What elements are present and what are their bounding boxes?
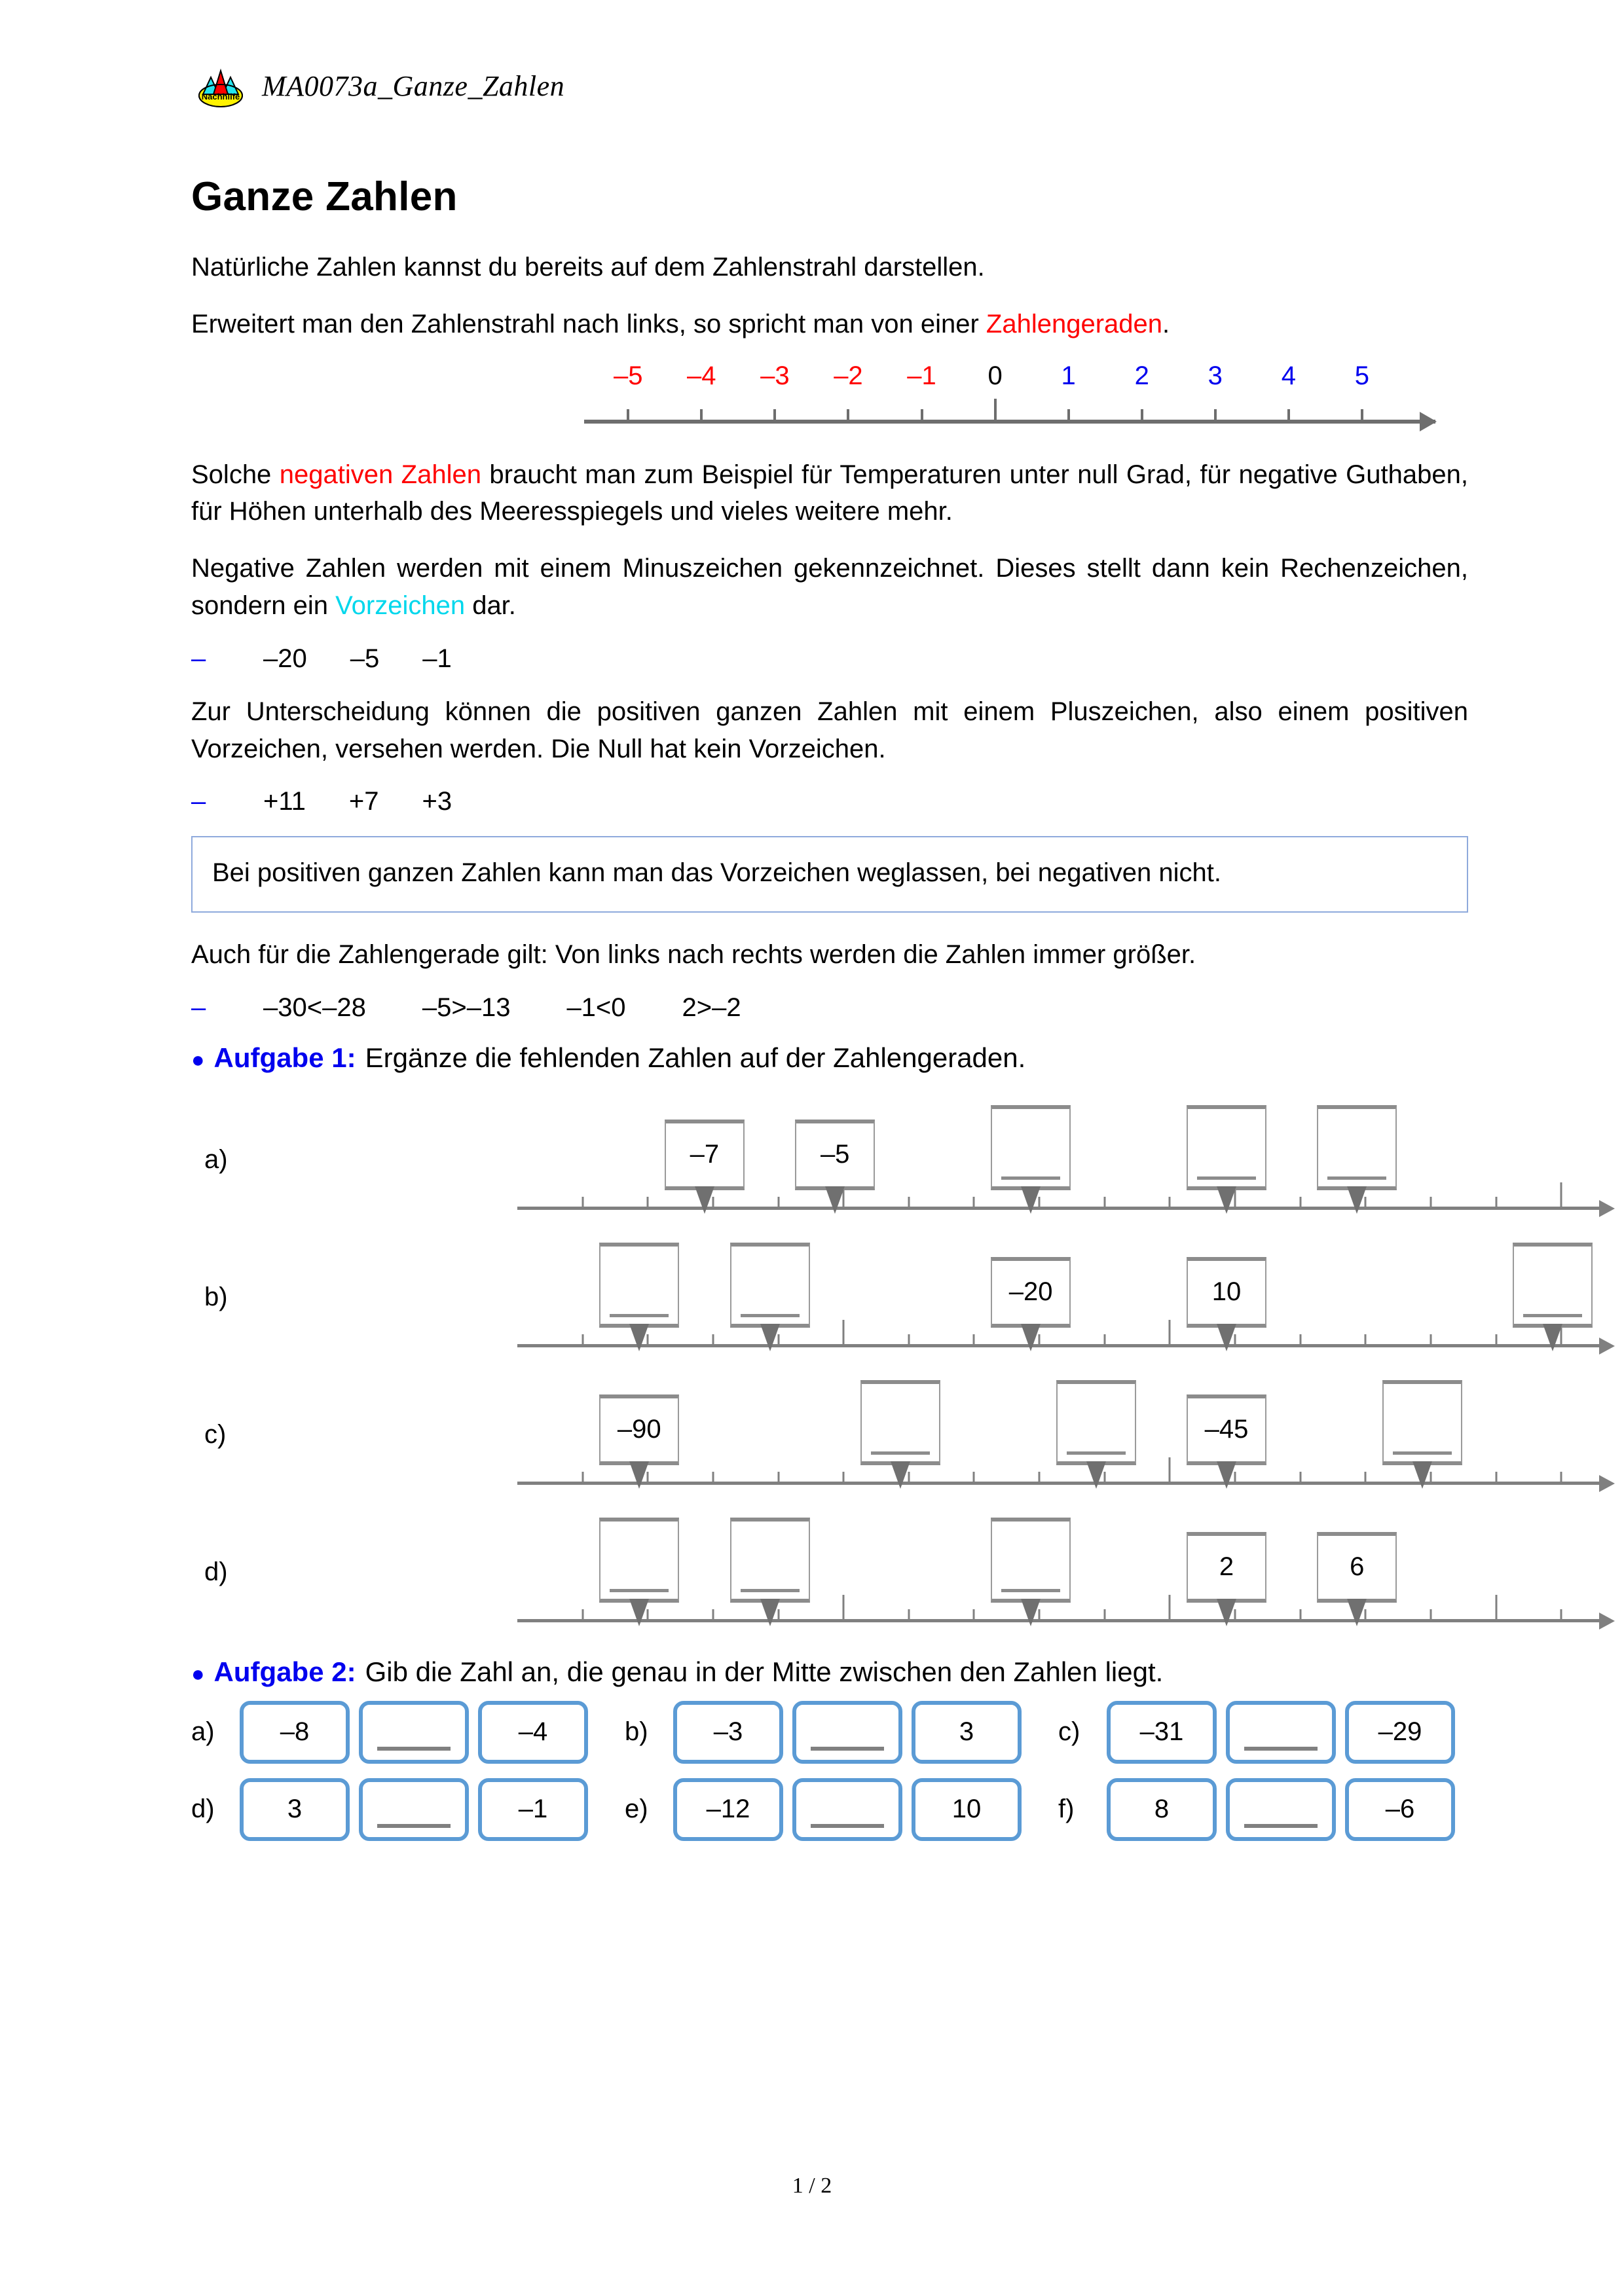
- task2-cell-value: –6: [1385, 1795, 1415, 1824]
- task1-tick-5: [843, 1595, 845, 1622]
- number-line-axis: [584, 420, 1435, 424]
- task1-tick-3: [712, 1472, 714, 1485]
- task1-tick-9: [1103, 1609, 1105, 1622]
- task2-right-value: [478, 1701, 588, 1764]
- task2-answer-input[interactable]: [792, 1701, 902, 1764]
- plus-text: Zur Unterscheidung können die positiven ganzen Zahlen mit einem Pluszeichen, also einem positiven Vorzeichen, versehen werden. Die Null hat kein Vorzeichen.: [191, 697, 1468, 763]
- bullet-dash-icon: –: [191, 644, 206, 673]
- task1-pointer-icon: [1021, 1599, 1041, 1626]
- number-line-tick-1: [700, 409, 703, 424]
- paragraph-ordering: [191, 936, 1468, 974]
- task2-item-letter: d): [191, 1795, 215, 1824]
- task1-tick-1: [581, 1197, 583, 1210]
- task2-cell-value: 10: [951, 1795, 982, 1824]
- number-line-tick-label-5: 0: [987, 361, 1003, 390]
- task2-left-value: [240, 1778, 350, 1841]
- task1-row-letter: c): [204, 1419, 227, 1449]
- task1-answer-line: [1067, 1451, 1126, 1455]
- number-line-tick-label-4: –1: [907, 361, 936, 390]
- task2-right-value: [912, 1778, 1022, 1841]
- task1-arrowhead-icon: [1599, 1200, 1615, 1217]
- number-line-tick-label-0: –5: [613, 361, 643, 390]
- task2-cell-value: –1: [518, 1795, 548, 1824]
- example-positive-1: +7: [348, 787, 379, 816]
- task1-axis: [517, 1344, 1600, 1347]
- paragraph-minuszeichen: [191, 550, 1468, 625]
- task1-answer-line: [610, 1314, 669, 1317]
- task2-item-f: [1058, 1778, 1464, 1841]
- task1-tick-7: [973, 1472, 975, 1485]
- bullet-dash-icon-2: –: [191, 787, 206, 816]
- neg-text-b: braucht man zum Beispiel für Temperaturen unter null Grad, für negative Guthaben, für Höhen unterhalb des Meeresspiegels und vieles weitere mehr.: [191, 460, 1468, 526]
- task2-left-value: [673, 1701, 783, 1764]
- info-callout-box: [191, 836, 1468, 913]
- task1-tick-4: [777, 1197, 779, 1210]
- logo-label: Nachhilfe: [201, 92, 240, 101]
- task2-right-value: [912, 1701, 1022, 1764]
- example-negative-1: –5: [350, 644, 380, 673]
- highlight-vorzeichen: Vorzeichen: [335, 591, 466, 620]
- task2-cell-value: –31: [1139, 1717, 1184, 1747]
- task1-number-line: [191, 1362, 1468, 1499]
- task2-cell-value: –4: [518, 1717, 548, 1747]
- task1-answer-line: [741, 1589, 800, 1592]
- task1-pointer-icon: [1217, 1599, 1236, 1626]
- example-negative-0: –20: [263, 644, 307, 673]
- task1-answer-line: [741, 1314, 800, 1317]
- task1-value-box: [1187, 1394, 1266, 1465]
- task2-cell-value: 3: [287, 1795, 303, 1824]
- number-line-tick-8: [1214, 409, 1217, 424]
- task1-box-value: 2: [1219, 1552, 1234, 1582]
- task1-tick-1: [581, 1609, 583, 1622]
- task1-axis: [517, 1207, 1600, 1210]
- task2-item-letter: e): [625, 1795, 648, 1824]
- task1-pointer-icon: [891, 1461, 910, 1489]
- example-row-comparisons: [191, 993, 1468, 1023]
- task1-tick-7: [973, 1609, 975, 1622]
- number-line-tick-5: [994, 399, 997, 424]
- task1-tick-4: [777, 1472, 779, 1485]
- task1-number-lines: [191, 1087, 1468, 1637]
- task1-tick-7: [973, 1334, 975, 1347]
- number-line-tick-label-2: –3: [760, 361, 790, 390]
- intro-text-2b: .: [1162, 309, 1170, 338]
- task1-pointer-icon: [695, 1186, 714, 1214]
- paragraph-pluszeichen: [191, 693, 1468, 768]
- task1-value-box: [991, 1257, 1071, 1328]
- page-footer: [0, 2174, 1624, 2198]
- task2-cell-value: –3: [713, 1717, 743, 1747]
- task1-tick-12: [1299, 1197, 1301, 1210]
- number-line-tick-4: [921, 409, 923, 424]
- task1-bullet-icon: ●: [191, 1047, 205, 1072]
- task2-left-value: [240, 1701, 350, 1764]
- task2-answer-input[interactable]: [359, 1778, 469, 1841]
- task1-answer-line: [1523, 1314, 1582, 1317]
- task1-tick-12: [1299, 1334, 1301, 1347]
- highlight-zahlengeraden: Zahlengeraden: [986, 309, 1163, 338]
- number-line-tick-2: [773, 409, 776, 424]
- task2-item-a: [191, 1701, 597, 1764]
- task1-answer-box[interactable]: [860, 1380, 940, 1465]
- task1-tick-15: [1495, 1595, 1497, 1622]
- task1-pointer-icon: [825, 1186, 845, 1214]
- task1-answer-box[interactable]: [599, 1243, 679, 1328]
- task1-tick-10: [1169, 1197, 1171, 1210]
- number-line-figure: [191, 363, 1468, 438]
- task1-box-value: –90: [617, 1415, 661, 1444]
- example-row-negatives: [191, 644, 1468, 674]
- task1-pointer-icon: [1217, 1461, 1236, 1489]
- task2-answer-input[interactable]: [1226, 1701, 1336, 1764]
- task2-answer-line: [1244, 1824, 1318, 1828]
- task2-instruction: Gib die Zahl an, die genau in der Mitte zwischen den Zahlen liegt.: [365, 1656, 1164, 1687]
- task1-row-a: [191, 1087, 1468, 1224]
- comparison-0: –30<–28: [263, 993, 366, 1022]
- task1-row-letter: b): [204, 1282, 228, 1311]
- task1-answer-box[interactable]: [991, 1518, 1071, 1603]
- task2-item-letter: c): [1058, 1717, 1080, 1747]
- task1-pointer-icon: [760, 1324, 780, 1351]
- task1-tick-6: [908, 1609, 910, 1622]
- task2-answer-line: [1244, 1747, 1318, 1751]
- neg-text-a: Solche: [191, 460, 280, 489]
- task1-box-value: 6: [1350, 1552, 1365, 1582]
- task1-arrowhead-icon: [1599, 1475, 1615, 1492]
- task1-pointer-icon: [1543, 1324, 1562, 1351]
- example-positive-0: +11: [263, 787, 306, 816]
- comparison-2: –1<0: [566, 993, 626, 1022]
- task1-tick-13: [1365, 1334, 1367, 1347]
- task1-tick-10: [1169, 1595, 1171, 1622]
- number-line-tick-7: [1141, 409, 1143, 424]
- highlight-negative-zahlen: negativen Zahlen: [279, 460, 481, 489]
- task1-pointer-icon: [1217, 1324, 1236, 1351]
- comparison-3: 2>–2: [682, 993, 741, 1022]
- task2-item-e: [625, 1778, 1031, 1841]
- task1-tick-1: [581, 1334, 583, 1347]
- task1-tick-15: [1495, 1472, 1497, 1485]
- task1-pointer-icon: [1086, 1461, 1106, 1489]
- task1-tick-14: [1430, 1197, 1431, 1210]
- task1-answer-box[interactable]: [730, 1243, 810, 1328]
- intro-paragraph-1: [191, 249, 1468, 286]
- number-line-tick-label-3: –2: [834, 361, 863, 390]
- task2-item-letter: b): [625, 1717, 648, 1747]
- task1-answer-box[interactable]: [1382, 1380, 1462, 1465]
- task1-axis: [517, 1482, 1600, 1485]
- example-positive-2: +3: [422, 787, 452, 816]
- task1-row-letter: d): [204, 1557, 228, 1586]
- task2-row: [191, 1701, 1468, 1764]
- task2-row: [191, 1778, 1468, 1841]
- task1-answer-box[interactable]: [1187, 1105, 1266, 1190]
- task1-tick-16: [1560, 1609, 1562, 1622]
- example-row-positives: [191, 787, 1468, 816]
- task2-item-letter: a): [191, 1717, 215, 1747]
- task1-row-d: [191, 1499, 1468, 1637]
- task1-tick-16: [1560, 1472, 1562, 1485]
- task2-cell-value: 3: [959, 1717, 974, 1747]
- task1-tick-16: [1560, 1182, 1562, 1210]
- number-line-tick-10: [1361, 409, 1363, 424]
- task1-arrowhead-icon: [1599, 1338, 1615, 1355]
- task2-item-letter: f): [1058, 1795, 1075, 1824]
- number-line-tick-label-8: 3: [1208, 361, 1223, 390]
- task1-answer-line: [871, 1451, 930, 1455]
- number-line-tick-3: [847, 409, 849, 424]
- number-line-arrowhead-icon: [1420, 412, 1437, 431]
- example-negative-2: –1: [422, 644, 452, 673]
- info-callout-text: Bei positiven ganzen Zahlen kann man das Vorzeichen weglassen, bei negativen nicht.: [212, 858, 1221, 888]
- task2-label: Aufgabe 2:: [213, 1656, 356, 1687]
- task1-tick-14: [1430, 1609, 1431, 1622]
- task1-tick-13: [1365, 1472, 1367, 1485]
- task2-answer-grid: [191, 1701, 1468, 1841]
- task1-tick-5: [843, 1472, 845, 1485]
- task2-answer-line: [377, 1747, 451, 1751]
- task2-cell-value: –29: [1378, 1717, 1422, 1747]
- comparison-1: –5>–13: [422, 993, 511, 1022]
- number-line-tick-label-7: 2: [1134, 361, 1149, 390]
- task1-answer-line: [1197, 1176, 1256, 1180]
- bullet-dash-icon-3: –: [191, 993, 206, 1022]
- task1-tick-3: [712, 1334, 714, 1347]
- task1-tick-5: [843, 1320, 845, 1347]
- task1-row-c: [191, 1362, 1468, 1499]
- task2-left-value: [1107, 1778, 1217, 1841]
- intro-paragraph-2: [191, 306, 1468, 343]
- task2-answer-line: [377, 1824, 451, 1828]
- task1-arrowhead-icon: [1599, 1613, 1615, 1630]
- task2-cell-value: –12: [706, 1795, 750, 1824]
- task1-answer-box[interactable]: [991, 1105, 1071, 1190]
- task1-pointer-icon: [1021, 1186, 1041, 1214]
- page-header: [196, 63, 564, 109]
- task1-pointer-icon: [629, 1324, 649, 1351]
- vz-text-b: dar.: [465, 591, 516, 620]
- task1-number-line: [191, 1087, 1468, 1224]
- task2-cell-value: –8: [280, 1717, 310, 1747]
- intro-text-1: Natürliche Zahlen kannst du bereits auf dem Zahlenstrahl darstellen.: [191, 253, 985, 282]
- task2-cell-value: 8: [1154, 1795, 1170, 1824]
- number-line-tick-6: [1067, 409, 1070, 424]
- task1-pointer-icon: [1217, 1186, 1236, 1214]
- document-body: [191, 173, 1468, 1855]
- task1-tick-2: [647, 1197, 649, 1210]
- task2-item-d: [191, 1778, 597, 1841]
- task1-tick-6: [908, 1334, 910, 1347]
- task1-pointer-icon: [629, 1599, 649, 1626]
- task2-right-value: [1345, 1778, 1455, 1841]
- number-line-tick-0: [627, 409, 629, 424]
- task1-value-box: [795, 1120, 875, 1190]
- task1-box-value: –45: [1204, 1415, 1249, 1444]
- task1-pointer-icon: [629, 1461, 649, 1489]
- task1-row-letter: a): [204, 1144, 228, 1174]
- task1-row-b: [191, 1224, 1468, 1362]
- task1-heading: [191, 1042, 1468, 1074]
- task1-tick-9: [1103, 1197, 1105, 1210]
- task1-tick-8: [1039, 1472, 1041, 1485]
- task1-pointer-icon: [1412, 1461, 1432, 1489]
- task1-number-line: [191, 1499, 1468, 1637]
- task1-answer-box[interactable]: [1317, 1105, 1397, 1190]
- task1-tick-15: [1495, 1334, 1497, 1347]
- task1-value-box: [1317, 1532, 1397, 1603]
- task1-answer-line: [1327, 1176, 1386, 1180]
- task1-tick-7: [973, 1197, 975, 1210]
- task1-pointer-icon: [1347, 1186, 1367, 1214]
- task2-right-value: [478, 1778, 588, 1841]
- task2-item-b: [625, 1701, 1031, 1764]
- task2-heading: [191, 1656, 1468, 1688]
- task1-label: Aufgabe 1:: [213, 1042, 356, 1073]
- document-filename: MA0073a_Ganze_Zahlen: [262, 69, 565, 102]
- number-line-tick-label-1: –4: [687, 361, 716, 390]
- task2-right-value: [1345, 1701, 1455, 1764]
- task1-tick-15: [1495, 1197, 1497, 1210]
- number-line-tick-9: [1287, 409, 1290, 424]
- number-line-tick-label-6: 1: [1061, 361, 1076, 390]
- task1-pointer-icon: [1021, 1324, 1041, 1351]
- task2-bullet-icon: ●: [191, 1661, 205, 1686]
- task1-tick-1: [581, 1472, 583, 1485]
- task1-answer-line: [1001, 1176, 1060, 1180]
- task1-answer-line: [610, 1589, 669, 1592]
- page-title: Ganze Zahlen: [191, 174, 458, 219]
- number-line-minus5-to-5: [584, 363, 1435, 438]
- number-line-labels: [584, 363, 1435, 399]
- task1-instruction: Ergänze die fehlenden Zahlen auf der Zahlengeraden.: [365, 1042, 1026, 1073]
- task1-box-value: 10: [1211, 1277, 1242, 1307]
- task1-value-box: [665, 1120, 745, 1190]
- task1-axis: [517, 1619, 1600, 1622]
- task1-value-box: [1187, 1532, 1266, 1603]
- task2-item-c: [1058, 1701, 1464, 1764]
- task1-tick-3: [712, 1609, 714, 1622]
- task1-tick-14: [1430, 1334, 1431, 1347]
- task1-tick-12: [1299, 1472, 1301, 1485]
- task2-left-value: [673, 1778, 783, 1841]
- task2-answer-input[interactable]: [1226, 1778, 1336, 1841]
- task2-answer-input[interactable]: [792, 1778, 902, 1841]
- task1-pointer-icon: [760, 1599, 780, 1626]
- task1-pointer-icon: [1347, 1599, 1367, 1626]
- number-line-tick-label-9: 4: [1281, 361, 1296, 390]
- task1-answer-box[interactable]: [730, 1518, 810, 1603]
- task1-answer-box[interactable]: [1513, 1243, 1593, 1328]
- task1-answer-box[interactable]: [1056, 1380, 1136, 1465]
- task2-left-value: [1107, 1701, 1217, 1764]
- task1-answer-line: [1393, 1451, 1452, 1455]
- vz-text-a: Negative Zahlen werden mit einem Minuszeichen gekennzeichnet. Dieses stellt dann kein Rechenzeichen, sondern ein: [191, 554, 1468, 620]
- task1-tick-10: [1169, 1457, 1171, 1485]
- task1-box-value: –5: [820, 1140, 850, 1169]
- task1-value-box: [599, 1394, 679, 1465]
- task1-answer-box[interactable]: [599, 1518, 679, 1603]
- task1-tick-12: [1299, 1609, 1301, 1622]
- nachhilfe-logo-icon: [196, 63, 245, 109]
- paragraph-negative-numbers: [191, 456, 1468, 531]
- task2-answer-line: [811, 1747, 884, 1751]
- task1-number-line: [191, 1224, 1468, 1362]
- task1-box-value: –20: [1008, 1277, 1053, 1307]
- task1-value-box: [1187, 1257, 1266, 1328]
- number-line-tick-label-10: 5: [1354, 361, 1370, 390]
- task2-answer-line: [811, 1824, 884, 1828]
- intro-text-2a: Erweitert man den Zahlenstrahl nach links, so spricht man von einer: [191, 309, 986, 338]
- ordering-text: Auch für die Zahlengerade gilt: Von links nach rechts werden die Zahlen immer größer.: [191, 940, 1196, 970]
- task1-box-value: –7: [690, 1140, 720, 1169]
- task1-tick-6: [908, 1197, 910, 1210]
- task1-answer-line: [1001, 1589, 1060, 1592]
- task1-tick-10: [1169, 1320, 1171, 1347]
- task1-tick-9: [1103, 1334, 1105, 1347]
- task2-answer-input[interactable]: [359, 1701, 469, 1764]
- page-number: 1 / 2: [792, 2174, 832, 2198]
